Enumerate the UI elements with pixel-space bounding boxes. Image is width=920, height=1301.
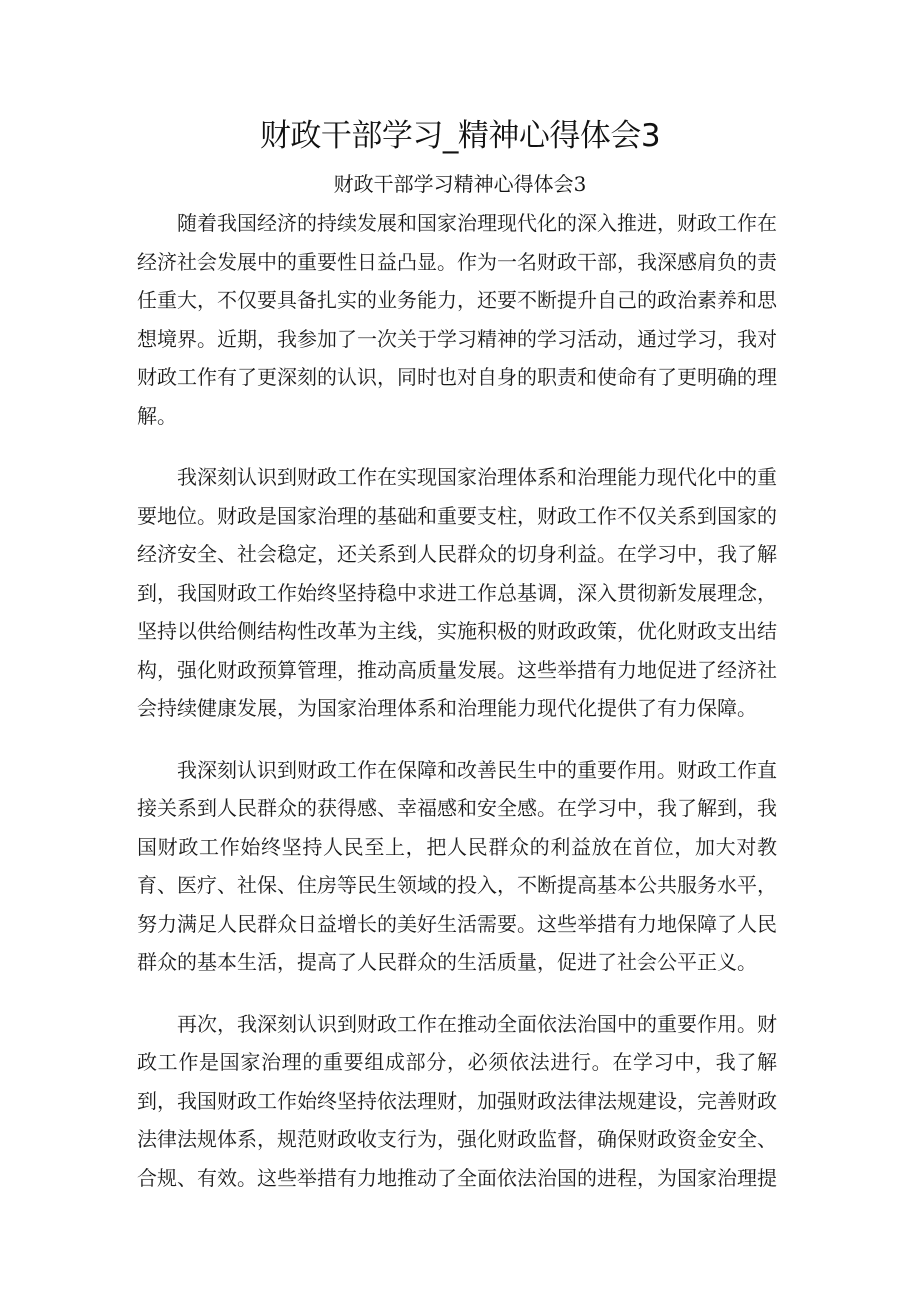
paragraph-livelihood: 我深刻认识到财政工作在保障和改善民生中的重要作用。财政工作直接关系到人民群众的获得感、幸福感和安全感。在学习中，我了解到，我国财政工作始终坚持人民至上，把人民群众的利益放在首位，加大对教育、医疗、社保、住房等民生领域的投入，不断提高基本公共服务水平，努力满足人民群众日益增长的美好生活需要。这些举措有力地保障了人民群众的基本生活，提高了人民群众的生活质量，促进了社会公平正义。 <box>137 757 777 974</box>
document-body <box>137 204 777 1220</box>
document-subtitle: 财政干部学习精神心得体会3 <box>333 172 587 196</box>
document-title: 财政干部学习_精神心得体会3 <box>259 118 661 154</box>
paragraph-intro: 随着我国经济的持续发展和国家治理现代化的深入推进，财政工作在经济社会发展中的重要性日益凸显。作为一名财政干部，我深感肩负的责任重大，不仅要具备扎实的业务能力，还要不断提升自己的政治素养和思想境界。近期，我参加了一次关于学习精神的学习活动，通过学习，我对财政工作有了更深刻的认识，同时也对自身的职责和使命有了更明确的理解。 <box>137 211 777 428</box>
paragraph-governance: 我深刻认识到财政工作在实现国家治理体系和治理能力现代化中的重要地位。财政是国家治理的基础和重要支柱，财政工作不仅关系到国家的经济安全、社会稳定，还关系到人民群众的切身利益。在学习中，我了解到，我国财政工作始终坚持稳中求进工作总基调，深入贯彻新发展理念，坚持以供给侧结构性改革为主线，实施积极的财政政策，优化财政支出结构，强化财政预算管理，推动高质量发展。这些举措有力地促进了经济社会持续健康发展，为国家治理体系和治理能力现代化提供了有力保障。 <box>137 465 777 720</box>
paragraph-rule-of-law: 再次，我深刻认识到财政工作在推动全面依法治国中的重要作用。财政工作是国家治理的重要组成部分，必须依法进行。在学习中，我了解到，我国财政工作始终坚持依法理财，加强财政法律法规建设，完善财政法律法规体系，规范财政收支行为，强化财政监督，确保财政资金安全、合规、有效。这些举措有力地推动了全面依法治国的进程，为国家治理提 <box>137 1011 777 1190</box>
